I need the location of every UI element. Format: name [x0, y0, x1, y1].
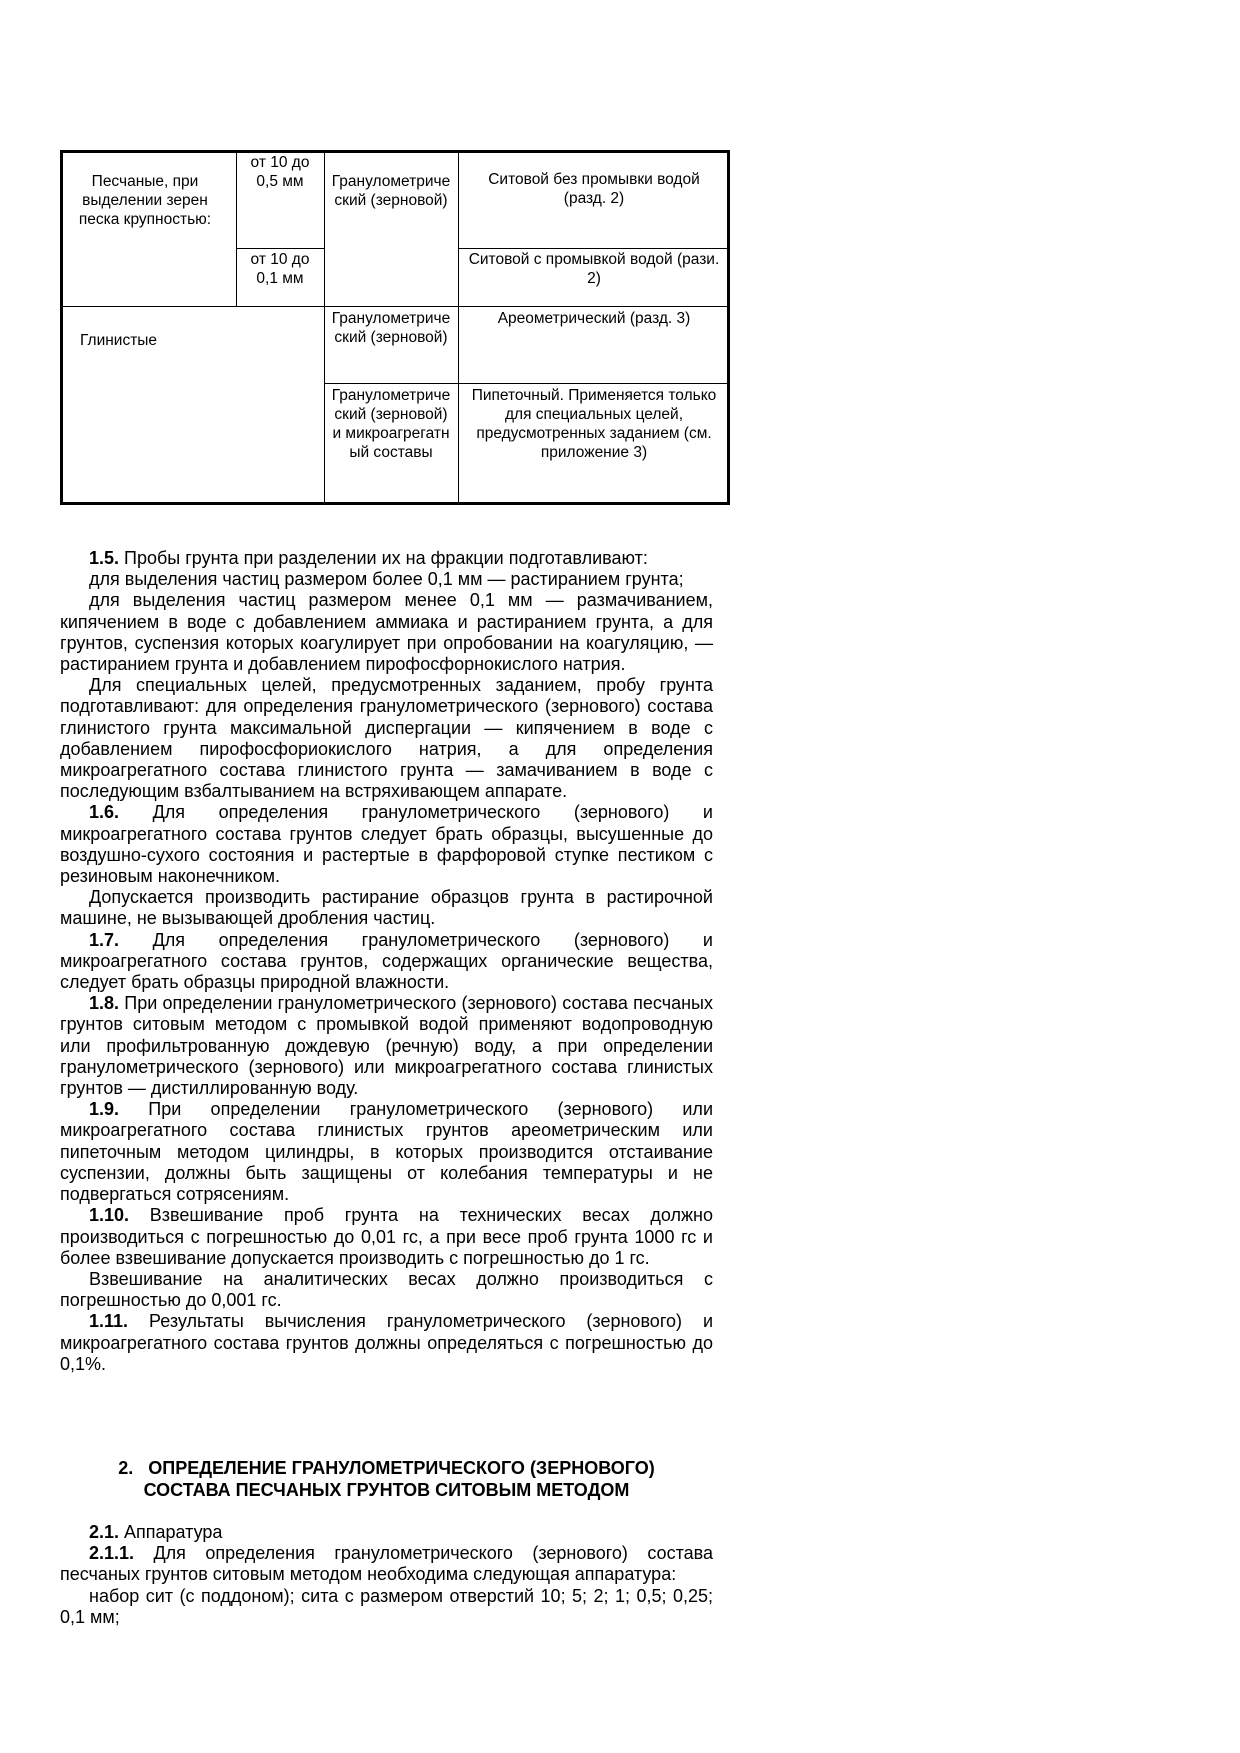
paragraph: 1.9. При определении гранулометрического (зернового) или микроагрегатного состава глинистых грунтов ареометрическим или пипеточным методом цилиндры, в которых производится отстаивание суспензии, должны быть защищены от колебания температуры и не подвергаться сотрясениям.: [60, 1099, 713, 1205]
cell-areometric: Ареометрический (разд. 3): [497, 310, 691, 327]
paragraph: 1.10. Взвешивание проб грунта на технических весах должно производиться с погрешностью до 0,01 гс, а при весе проб грунта 1000 гс и более взвешивание допускается производить с погрешностью до 1 гс.: [60, 1205, 713, 1268]
cell-soil-sandy: Песчаные, при выделении зерен песка крупностью:: [78, 173, 212, 228]
paragraph: для выделения частиц размером менее 0,1 мм — размачиванием, кипячением в воде с добавлением аммиака и растиранием грунта, а для грунтов, суспензия которых коагулирует при опробовании на коагуляцию, — растиранием грунта и добавлением пирофосфорнокислого натрия.: [60, 590, 713, 675]
soil-methods-table: [60, 150, 730, 505]
cell-sieve-wash: Ситовой с промывкой водой (рази. 2): [468, 251, 720, 287]
paragraph: 1.5. Пробы грунта при разделении их на фракции подготавливают:: [89, 548, 648, 568]
paragraph: 2.1.1. Для определения гранулометрического (зернового) состава песчаных грунтов ситовым методом необходима следующая аппаратура:: [60, 1543, 713, 1585]
section-2-text: [60, 1522, 713, 1628]
cell-granulometric-2: Гранулометрический (зерновой): [331, 310, 451, 346]
section-1-text: [60, 548, 713, 1375]
paragraph: для выделения частиц размером более 0,1 мм — растиранием грунта;: [89, 569, 684, 590]
cell-sieve-no-wash: Ситовой без промывки водой (разд. 2): [488, 171, 700, 207]
paragraph: Допускается производить растирание образцов грунта в растирочной машине, не вызывающей дробления частиц.: [60, 887, 713, 929]
paragraph: 1.11. Результаты вычисления гранулометрического (зернового) и микроагрегатного состава грунтов должны определяться с погрешностью до 0,1%.: [60, 1311, 713, 1374]
table-vline-c3: [458, 150, 459, 505]
cell-granulometric-1: Гранулометрический (зерновой): [331, 173, 451, 209]
table-hline-sub2: [458, 248, 730, 249]
table-vline-c2: [324, 150, 325, 505]
paragraph: 1.8. При определении гранулометрического (зернового) состава песчаных грунтов ситовым методом с промывкой водой применяют водопроводную или профильтрованную дождевую (речную) воду, а при определении гранулометрического (зернового) или микроагрегатного состава глинистых грунтов — дистиллированную воду.: [60, 993, 713, 1099]
heading-line-2: СОСТАВА ПЕСЧАНЫХ ГРУНТОВ СИТОВЫМ МЕТОДОМ: [143, 1479, 630, 1500]
paragraph: Для специальных целей, предусмотренных заданием, пробу грунта подготавливают: для определения гранулометрического (зернового) состава глинистого грунта максимальной диспергации — кипячением в воде с добавлением пирофосфориокислого натрия, а для определения микроагрегатного состава глинистого грунта — замачиванием в воде с последующим взбалтыванием на встряхивающем аппарате.: [60, 675, 713, 802]
section-2-heading: [60, 1458, 713, 1501]
cell-soil-clay: Глинистые: [80, 332, 158, 349]
table-hline-sub3: [324, 383, 730, 384]
cell-pipette: Пипеточный. Применяется только для специальных целей, предусмотренных заданием (см. приложение 3): [471, 387, 717, 461]
paragraph: набор сит (с поддоном); сита с размером отверстий 10; 5; 2; 1; 0,5; 0,25; 0,1 мм;: [60, 1585, 713, 1627]
paragraph: 1.7. Для определения гранулометрического (зернового) и микроагрегатного состава грунтов, содержащих органические вещества, следует брать образцы природной влажности.: [60, 929, 713, 993]
table-hline-sub1: [236, 248, 325, 249]
table-hline-row: [60, 306, 730, 307]
paragraph: Взвешивание на аналитических весах должно производиться с погрешностью до 0,001 гс.: [60, 1268, 713, 1311]
cell-size-10-05: от 10 до 0,5 мм: [250, 154, 310, 190]
cell-granulometric-micro: Гранулометрический (зерновой) и микроагрегатный составы: [331, 387, 451, 461]
table-vline-c1: [236, 150, 237, 306]
paragraph: 2.1. Аппаратура: [89, 1522, 223, 1542]
heading-line-1: 2. ОПРЕДЕЛЕНИЕ ГРАНУЛОМЕТРИЧЕСКОГО (ЗЕРНОВОГО): [118, 1458, 655, 1478]
paragraph: 1.6. Для определения гранулометрического (зернового) и микроагрегатного состава грунтов следует брать образцы, высушенные до воздушно-сухого состояния и растертые в фарфоровой ступке пестиком с резиновым наконечником.: [60, 802, 713, 887]
cell-size-10-01: от 10 до 0,1 мм: [250, 251, 310, 287]
